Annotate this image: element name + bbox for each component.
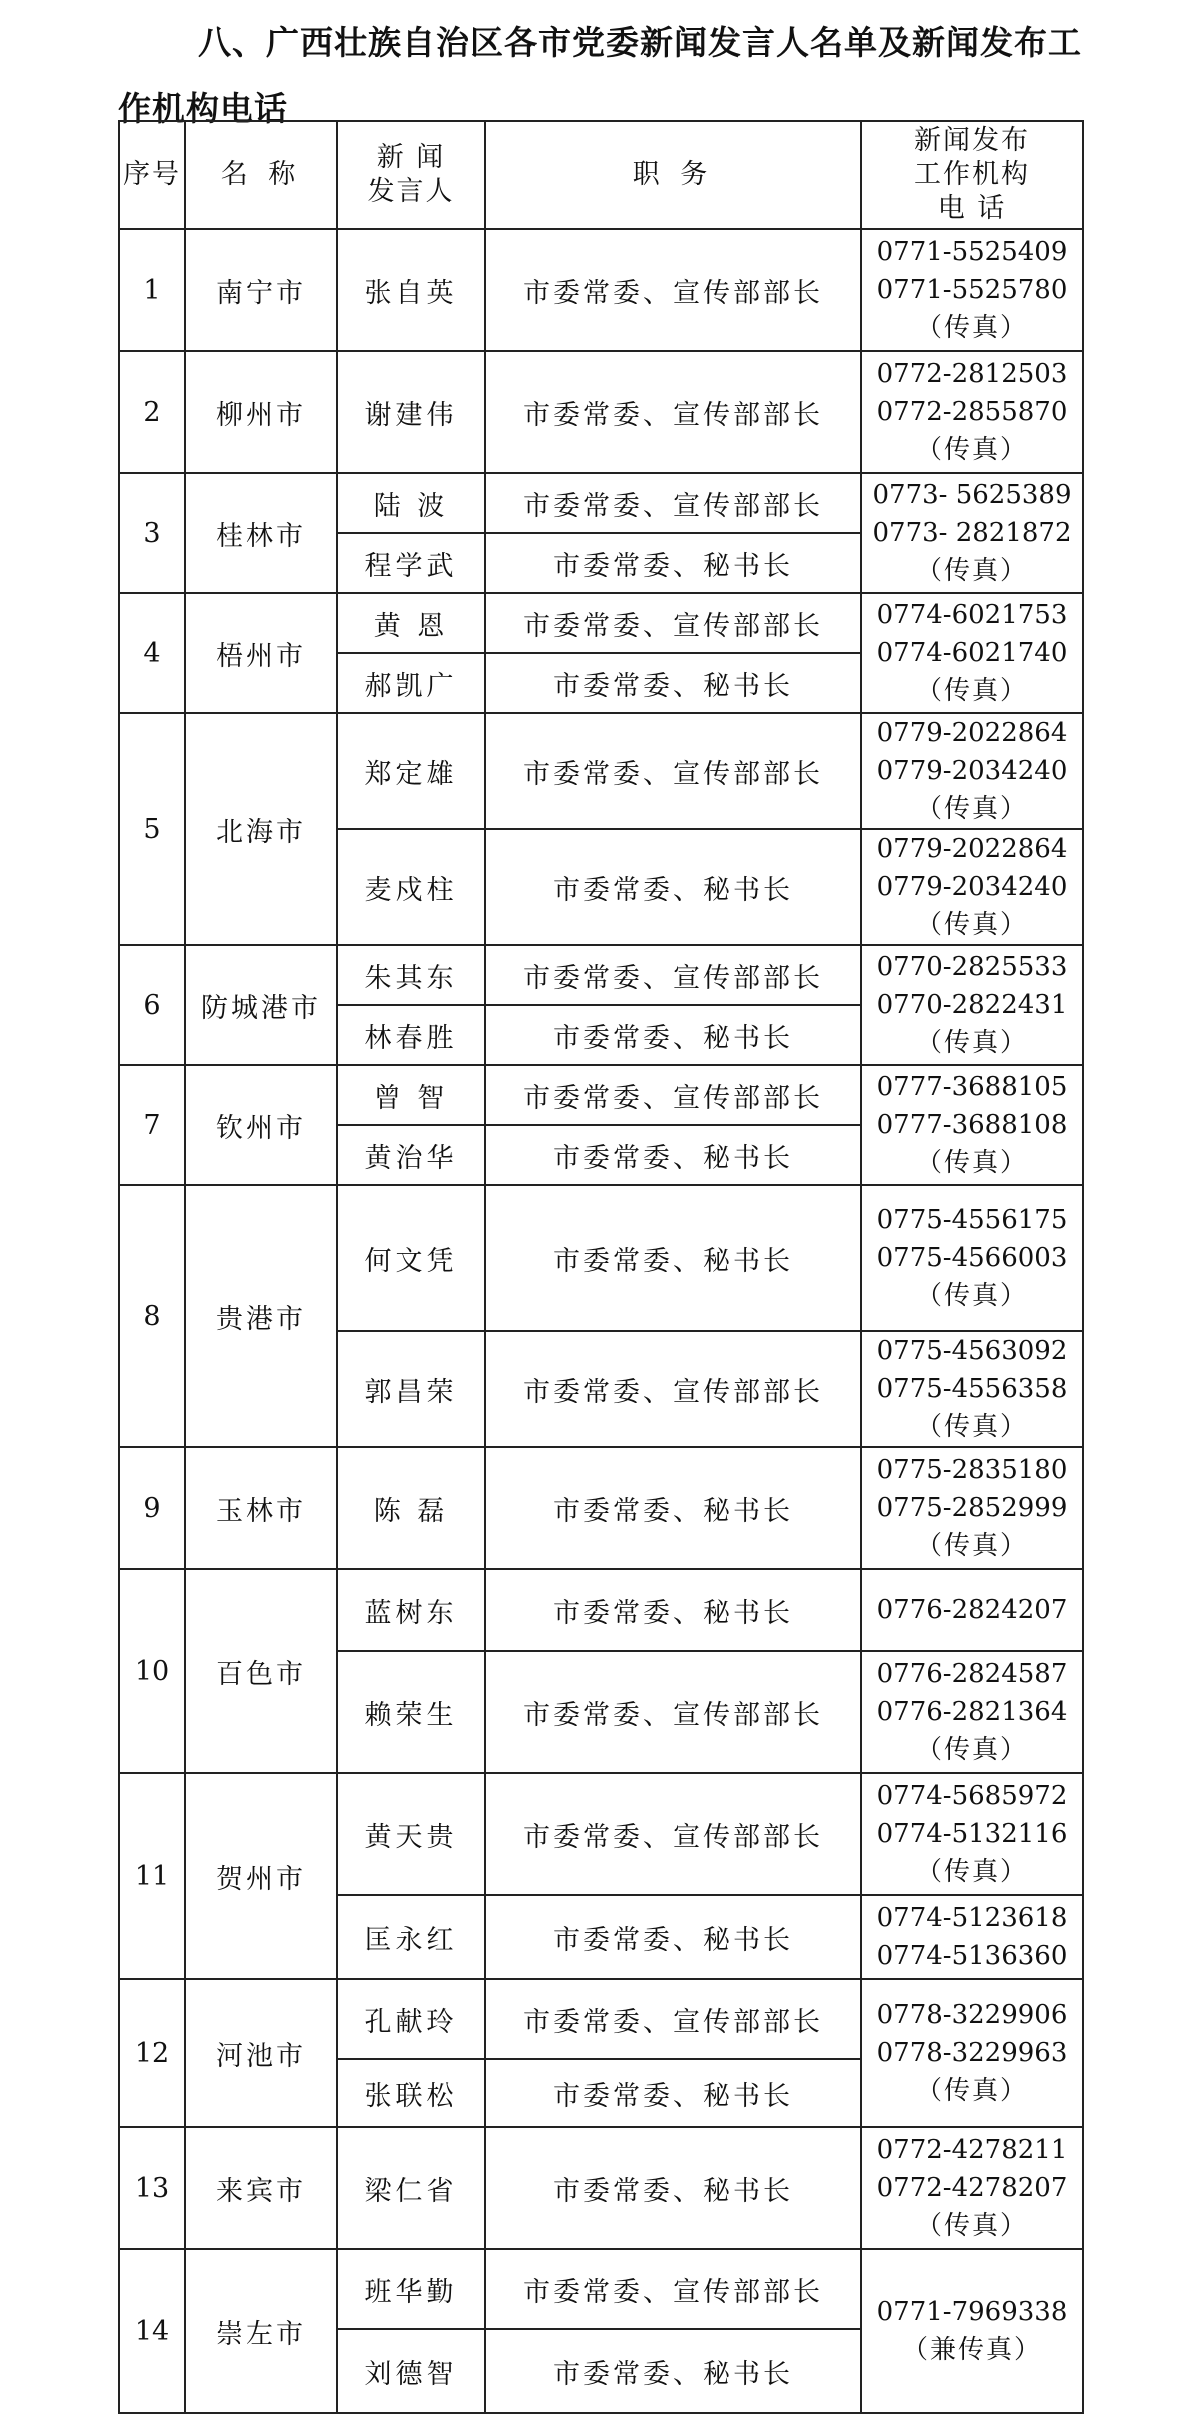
phone-cell xyxy=(861,1651,1083,1773)
phone-cell xyxy=(861,1447,1083,1569)
seq-cell: 11 xyxy=(119,1773,185,1979)
fax-note: （传真） xyxy=(915,1028,1028,1058)
position-cell: 市委常委、宣传部部长 xyxy=(485,713,861,829)
city-cell: 桂林市 xyxy=(185,473,337,593)
speaker-name: 麦戍柱 xyxy=(337,829,485,945)
table-row xyxy=(119,1447,1083,1569)
fax-note: （传真） xyxy=(915,794,1028,824)
position-cell: 市委常委、秘书长 xyxy=(485,653,861,713)
table-row xyxy=(119,2249,1083,2329)
table-row xyxy=(119,1065,1083,1125)
position-cell: 市委常委、宣传部部长 xyxy=(485,945,861,1005)
position-cell: 市委常委、宣传部部长 xyxy=(485,229,861,351)
phone-cell xyxy=(861,1979,1083,2127)
speaker-name: 黄 恩 xyxy=(337,593,485,653)
speaker-name: 何文凭 xyxy=(337,1185,485,1331)
speaker-name: 张联松 xyxy=(337,2059,485,2127)
position-cell: 市委常委、宣传部部长 xyxy=(485,473,861,533)
fax-note: （传真） xyxy=(915,1412,1028,1442)
seq-cell: 8 xyxy=(119,1185,185,1447)
phone-cell xyxy=(861,1895,1083,1979)
table-row xyxy=(119,593,1083,653)
speaker-name: 陈 磊 xyxy=(337,1447,485,1569)
speaker-name: 曾 智 xyxy=(337,1065,485,1125)
seq-cell: 7 xyxy=(119,1065,185,1185)
position-cell: 市委常委、宣传部部长 xyxy=(485,1331,861,1447)
phone-number: 0774-5123618 xyxy=(876,1903,1068,1933)
city-cell: 贵港市 xyxy=(185,1185,337,1447)
table-row xyxy=(119,945,1083,1005)
phone-number: 0770-2822431 xyxy=(876,990,1068,1020)
fax-note: （传真） xyxy=(915,2211,1028,2241)
table-header-row xyxy=(119,121,1083,229)
fax-note: （传真） xyxy=(915,676,1028,706)
seq-cell: 3 xyxy=(119,473,185,593)
table-row xyxy=(119,1773,1083,1895)
phone-number: 0774-6021740 xyxy=(876,638,1068,668)
position-cell: 市委常委、秘书长 xyxy=(485,829,861,945)
position-cell: 市委常委、宣传部部长 xyxy=(485,1979,861,2059)
seq-cell: 4 xyxy=(119,593,185,713)
header-position: 职 务 xyxy=(485,121,861,229)
phone-cell xyxy=(861,351,1083,473)
city-cell: 来宾市 xyxy=(185,2127,337,2249)
phone-number: 0771-5525780 xyxy=(876,275,1068,305)
phone-cell xyxy=(861,945,1083,1065)
seq-cell: 5 xyxy=(119,713,185,945)
fax-note: （兼传真） xyxy=(901,2335,1042,2365)
position-cell: 市委常委、秘书长 xyxy=(485,1569,861,1651)
position-cell: 市委常委、宣传部部长 xyxy=(485,1065,861,1125)
phone-number: 0776-2821364 xyxy=(876,1697,1068,1727)
speaker-name: 匡永红 xyxy=(337,1895,485,1979)
fax-note: （传真） xyxy=(915,1531,1028,1561)
table-body xyxy=(119,229,1083,2413)
header-phone: 新闻发布 工作机构 电 话 xyxy=(861,121,1083,229)
speaker-name: 张自英 xyxy=(337,229,485,351)
speaker-name: 林春胜 xyxy=(337,1005,485,1065)
speaker-name: 陆 波 xyxy=(337,473,485,533)
speaker-name: 郭昌荣 xyxy=(337,1331,485,1447)
phone-number: 0777-3688105 xyxy=(876,1072,1068,1102)
phone-cell xyxy=(861,229,1083,351)
position-cell: 市委常委、秘书长 xyxy=(485,533,861,593)
phone-number: 0779-2022864 xyxy=(876,834,1068,864)
speaker-name: 班华勤 xyxy=(337,2249,485,2329)
fax-note: （传真） xyxy=(915,1281,1028,1311)
phone-number: 0774-5685972 xyxy=(876,1781,1068,1811)
phone-number: 0770-2825533 xyxy=(876,952,1068,982)
phone-number: 0778-3229963 xyxy=(876,2038,1068,2068)
phone-cell xyxy=(861,1773,1083,1895)
seq-cell: 12 xyxy=(119,1979,185,2127)
phone-number: 0773- 5625389 xyxy=(872,480,1072,510)
phone-number: 0774-6021753 xyxy=(876,600,1068,630)
phone-cell xyxy=(861,713,1083,829)
position-cell: 市委常委、秘书长 xyxy=(485,2059,861,2127)
phone-cell xyxy=(861,593,1083,713)
seq-cell: 9 xyxy=(119,1447,185,1569)
position-cell: 市委常委、秘书长 xyxy=(485,1185,861,1331)
position-cell: 市委常委、宣传部部长 xyxy=(485,1773,861,1895)
phone-number: 0774-5136360 xyxy=(876,1941,1068,1971)
phone-number: 0776-2824207 xyxy=(876,1595,1068,1625)
position-cell: 市委常委、秘书长 xyxy=(485,1005,861,1065)
table-row xyxy=(119,2127,1083,2249)
phone-number: 0771-5525409 xyxy=(876,237,1068,267)
seq-cell: 10 xyxy=(119,1569,185,1773)
fax-note: （传真） xyxy=(915,435,1028,465)
position-cell: 市委常委、宣传部部长 xyxy=(485,351,861,473)
table-row xyxy=(119,473,1083,533)
position-cell: 市委常委、秘书长 xyxy=(485,1125,861,1185)
speaker-name: 郑定雄 xyxy=(337,713,485,829)
phone-cell xyxy=(861,473,1083,593)
fax-note: （传真） xyxy=(915,313,1028,343)
phone-number: 0777-3688108 xyxy=(876,1110,1068,1140)
phone-number: 0772-4278211 xyxy=(876,2135,1068,2165)
phone-number: 0771-7969338 xyxy=(876,2297,1068,2327)
table-row xyxy=(119,1979,1083,2059)
header-seq: 序号 xyxy=(119,121,185,229)
position-cell: 市委常委、秘书长 xyxy=(485,2127,861,2249)
speaker-name: 郝凯广 xyxy=(337,653,485,713)
speaker-name: 黄天贵 xyxy=(337,1773,485,1895)
phone-number: 0772-4278207 xyxy=(876,2173,1068,2203)
city-cell: 柳州市 xyxy=(185,351,337,473)
phone-number: 0775-4566003 xyxy=(876,1243,1068,1273)
phone-number: 0776-2824587 xyxy=(876,1659,1068,1689)
header-name: 名 称 xyxy=(185,121,337,229)
city-cell: 崇左市 xyxy=(185,2249,337,2413)
table-row xyxy=(119,713,1083,829)
position-cell: 市委常委、宣传部部长 xyxy=(485,2249,861,2329)
position-cell: 市委常委、秘书长 xyxy=(485,1447,861,1569)
city-cell: 贺州市 xyxy=(185,1773,337,1979)
seq-cell: 14 xyxy=(119,2249,185,2413)
phone-cell xyxy=(861,1185,1083,1331)
phone-number: 0775-4563092 xyxy=(876,1336,1068,1366)
fax-note: （传真） xyxy=(915,1857,1028,1887)
phone-number: 0772-2812503 xyxy=(876,359,1068,389)
header-speaker: 新 闻 发言人 xyxy=(337,121,485,229)
phone-number: 0772-2855870 xyxy=(876,397,1068,427)
position-cell: 市委常委、秘书长 xyxy=(485,1895,861,1979)
phone-number: 0775-2852999 xyxy=(876,1493,1068,1523)
phone-number: 0773- 2821872 xyxy=(872,518,1072,548)
fax-note: （传真） xyxy=(915,556,1028,586)
position-cell: 市委常委、秘书长 xyxy=(485,2329,861,2413)
table-row xyxy=(119,351,1083,473)
city-cell: 南宁市 xyxy=(185,229,337,351)
city-cell: 钦州市 xyxy=(185,1065,337,1185)
phone-cell xyxy=(861,2127,1083,2249)
phone-number: 0779-2034240 xyxy=(876,756,1068,786)
phone-cell xyxy=(861,1065,1083,1185)
spokesperson-table xyxy=(118,120,1084,2414)
speaker-name: 黄治华 xyxy=(337,1125,485,1185)
phone-cell xyxy=(861,1569,1083,1651)
position-cell: 市委常委、宣传部部长 xyxy=(485,1651,861,1773)
city-cell: 玉林市 xyxy=(185,1447,337,1569)
seq-cell: 2 xyxy=(119,351,185,473)
document-title: 八、广西壮族自治区各市党委新闻发言人名单及新闻发布工作机构电话 xyxy=(118,23,1082,128)
fax-note: （传真） xyxy=(915,2076,1028,2106)
speaker-name: 赖荣生 xyxy=(337,1651,485,1773)
phone-cell xyxy=(861,829,1083,945)
city-cell: 防城港市 xyxy=(185,945,337,1065)
phone-cell xyxy=(861,2249,1083,2413)
city-cell: 百色市 xyxy=(185,1569,337,1773)
table-row xyxy=(119,229,1083,351)
fax-note: （传真） xyxy=(915,910,1028,940)
speaker-name: 孔献玲 xyxy=(337,1979,485,2059)
phone-number: 0775-4556175 xyxy=(876,1205,1068,1235)
phone-number: 0775-2835180 xyxy=(876,1455,1068,1485)
seq-cell: 13 xyxy=(119,2127,185,2249)
seq-cell: 1 xyxy=(119,229,185,351)
phone-number: 0778-3229906 xyxy=(876,2000,1068,2030)
position-cell: 市委常委、宣传部部长 xyxy=(485,593,861,653)
phone-cell xyxy=(861,1331,1083,1447)
table-row xyxy=(119,1569,1083,1651)
phone-number: 0775-4556358 xyxy=(876,1374,1068,1404)
speaker-name: 梁仁省 xyxy=(337,2127,485,2249)
table-row xyxy=(119,1185,1083,1331)
city-cell: 北海市 xyxy=(185,713,337,945)
speaker-name: 程学武 xyxy=(337,533,485,593)
phone-number: 0779-2022864 xyxy=(876,718,1068,748)
speaker-name: 朱其东 xyxy=(337,945,485,1005)
phone-number: 0774-5132116 xyxy=(876,1819,1068,1849)
phone-number: 0779-2034240 xyxy=(876,872,1068,902)
speaker-name: 蓝树东 xyxy=(337,1569,485,1651)
speaker-name: 谢建伟 xyxy=(337,351,485,473)
fax-note: （传真） xyxy=(915,1148,1028,1178)
seq-cell: 6 xyxy=(119,945,185,1065)
city-cell: 河池市 xyxy=(185,1979,337,2127)
fax-note: （传真） xyxy=(915,1735,1028,1765)
speaker-name: 刘德智 xyxy=(337,2329,485,2413)
city-cell: 梧州市 xyxy=(185,593,337,713)
